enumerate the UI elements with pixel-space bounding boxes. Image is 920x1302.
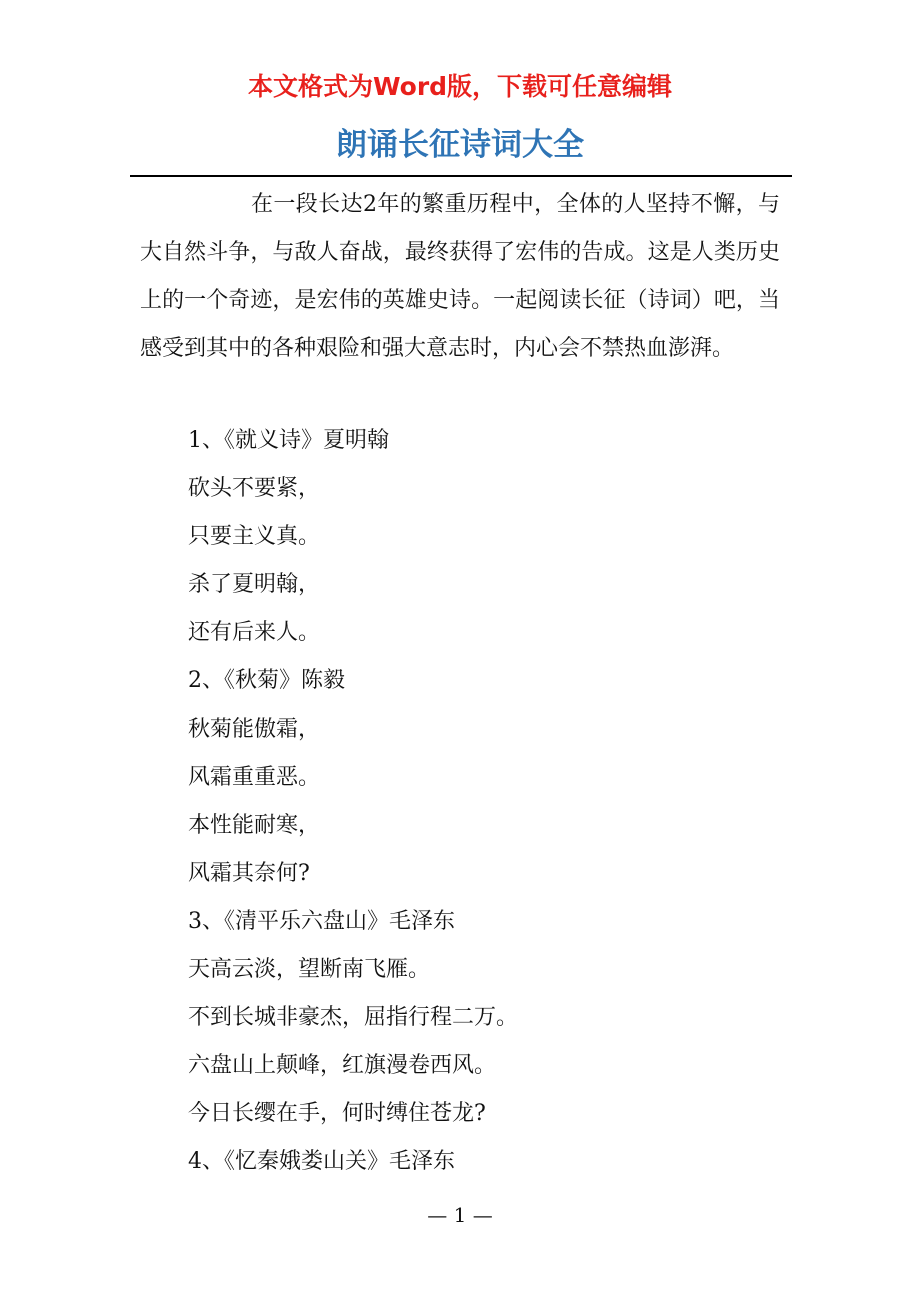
poem-line: 天高云淡，望断南飞雁。: [188, 957, 431, 982]
poem-line: 只要主义真。: [188, 524, 321, 549]
poem-heading: 2、《秋菊》陈毅: [188, 668, 345, 693]
poem-line: 本性能耐寒，: [188, 813, 321, 838]
poem-line: 风霜其奈何?: [188, 861, 310, 886]
poem-heading: 1、《就义诗》夏明翰: [188, 428, 389, 453]
title-divider: [130, 175, 792, 177]
poem-heading: 4、《忆秦娥娄山关》毛泽东: [188, 1149, 455, 1174]
poem-line: 今日长缨在手，何时缚住苍龙?: [188, 1101, 486, 1126]
intro-paragraph: 在一段长达2年的繁重历程中，全体的人坚持不懈，与大自然斗争，与敌人奋战，最终获得了宏伟的告成。这是人类历史上的一个奇迹，是宏伟的英雄史诗。一起阅读长征（诗词）吧，当感受到其中的各种艰险和强大意志时，内心会不禁热血澎湃。: [140, 192, 780, 361]
poem-heading: 3、《清平乐六盘山》毛泽东: [188, 909, 455, 934]
document-title: 朗诵长征诗词大全: [336, 127, 584, 163]
poem-line: 秋菊能傲霜，: [188, 717, 321, 742]
poem-line: 风霜重重恶。: [188, 765, 321, 790]
poem-line: 还有后来人。: [188, 620, 321, 645]
format-notice: 本文格式为Word版，下载可任意编辑: [247, 72, 673, 101]
poem-line: 杀了夏明翰，: [188, 572, 321, 597]
poem-line: 砍头不要紧，: [188, 476, 321, 501]
page-number: — 1 —: [427, 1203, 493, 1227]
poem-line: 不到长城非豪杰，屈指行程二万。: [188, 1005, 519, 1030]
poem-line: 六盘山上颠峰，红旗漫卷西风。: [188, 1053, 497, 1078]
